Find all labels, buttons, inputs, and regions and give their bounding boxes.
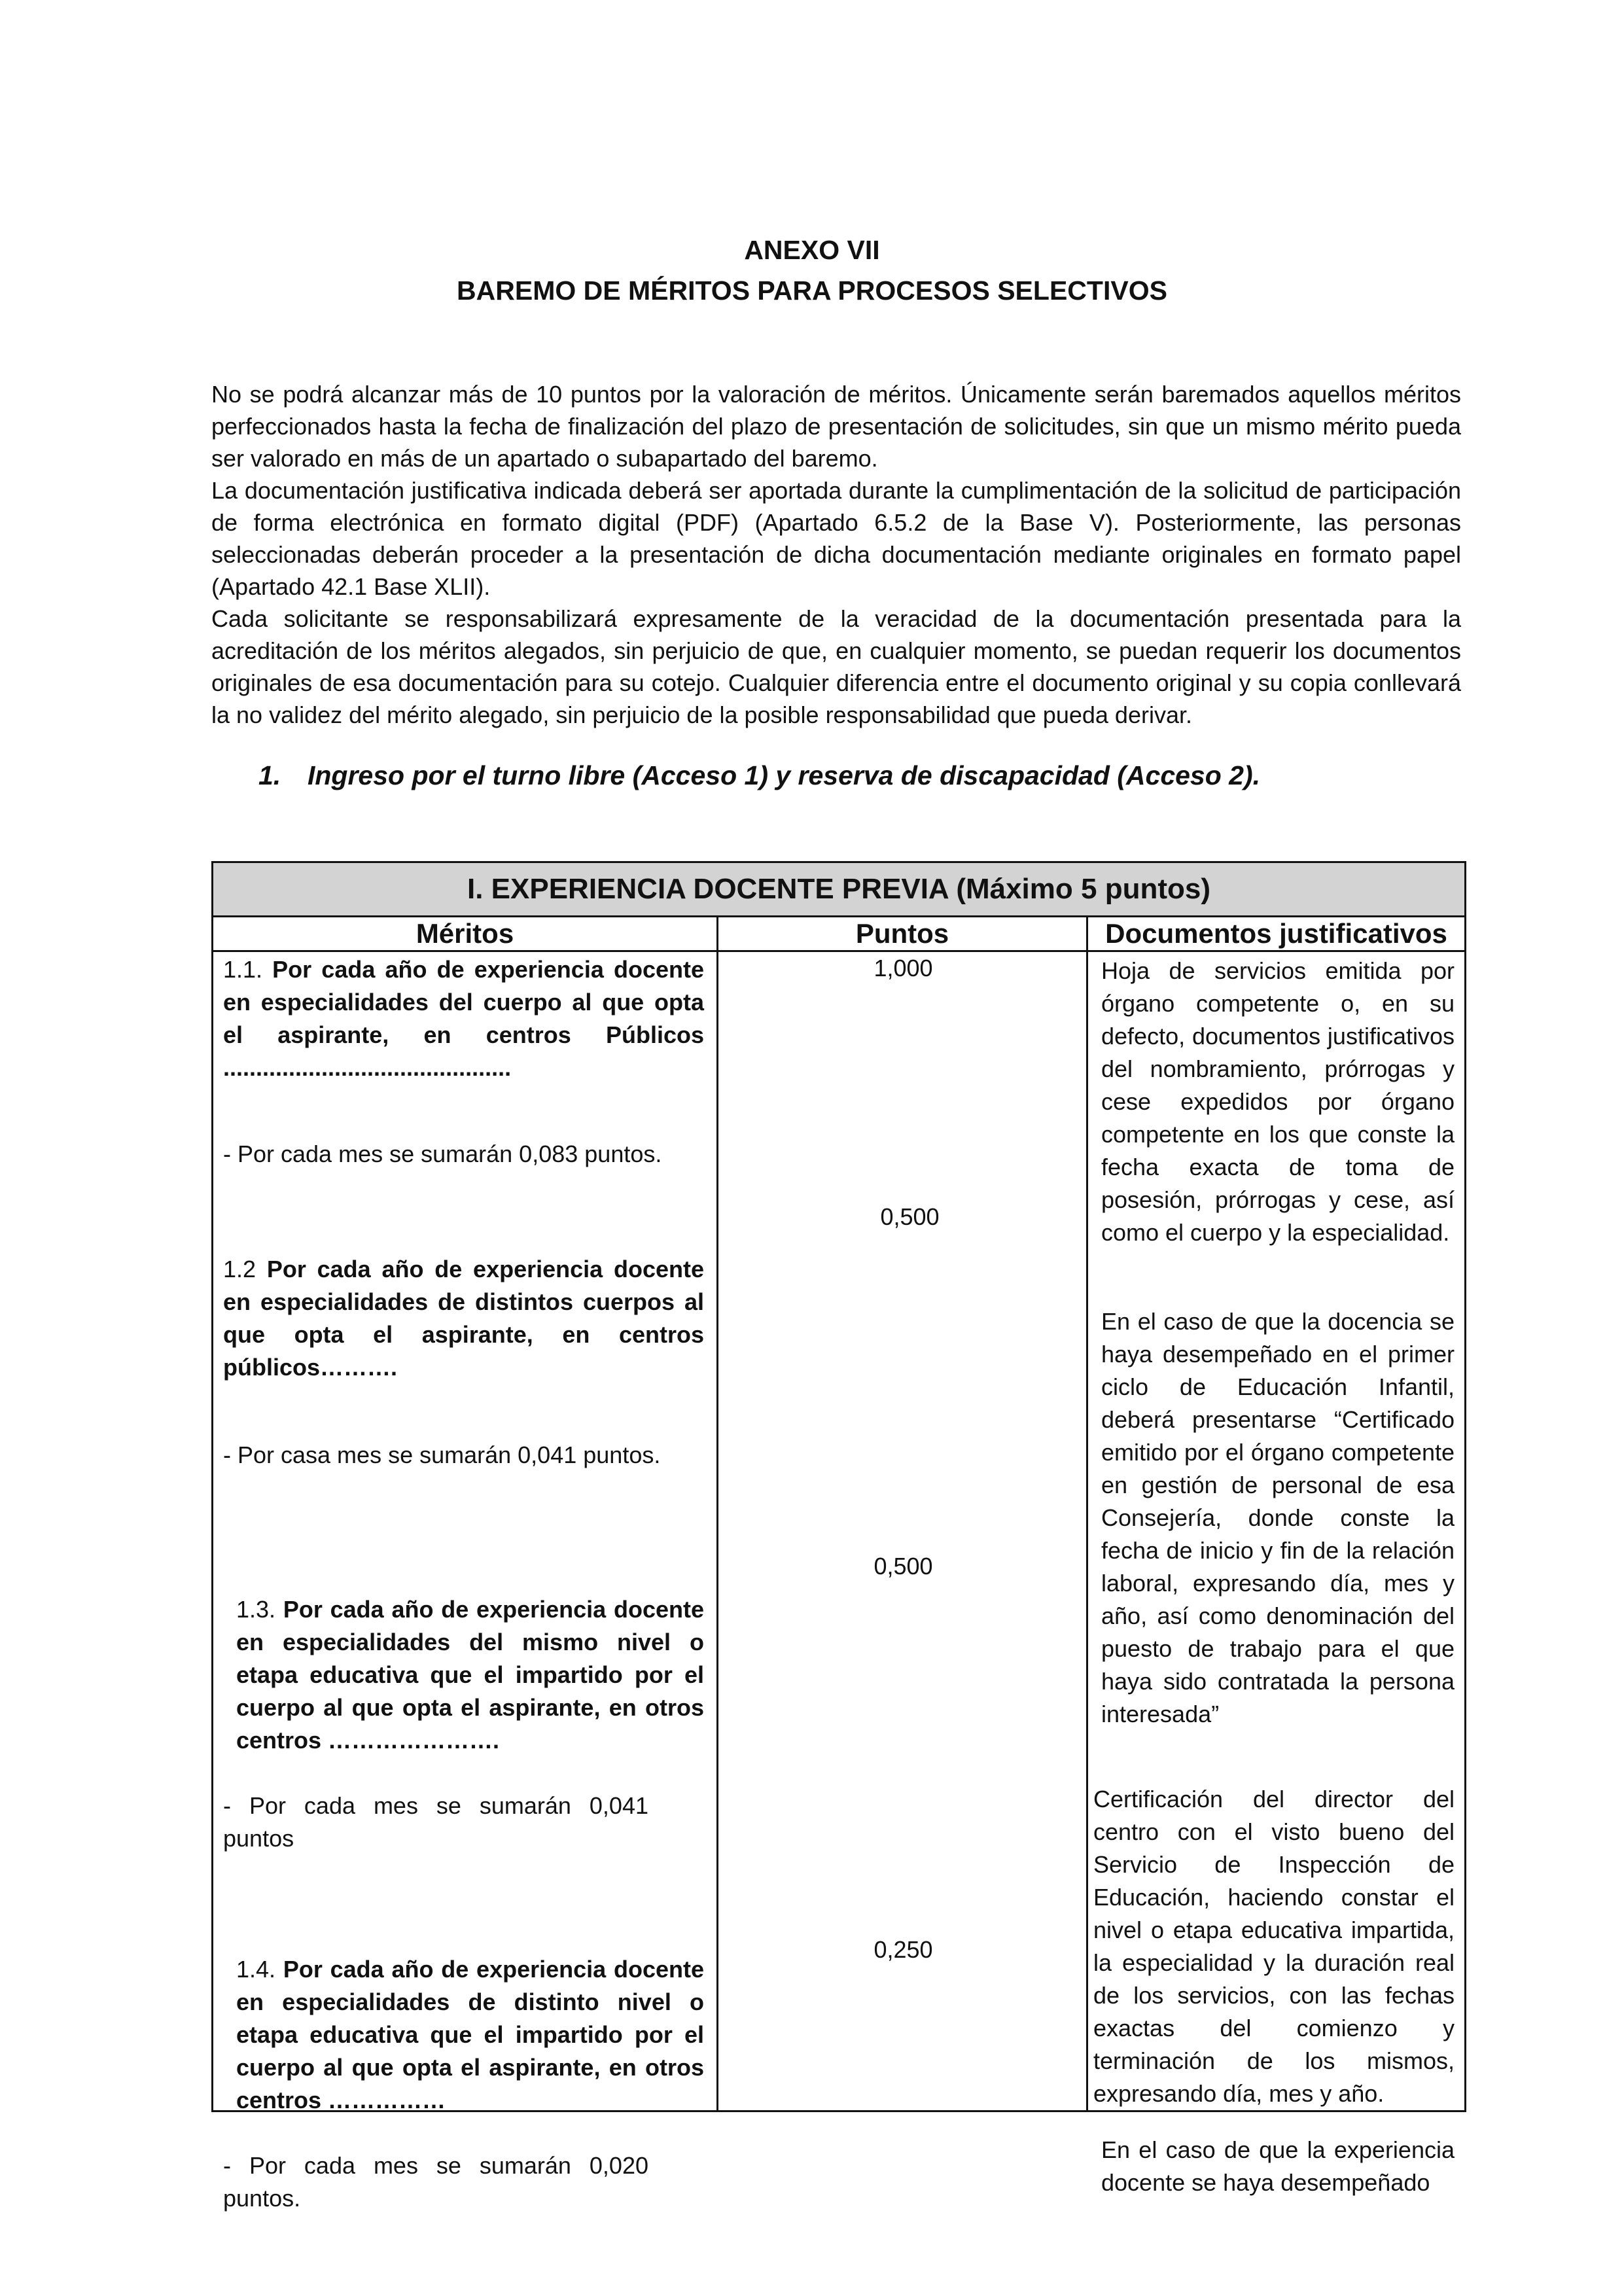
annex-title: ANEXO VII	[744, 235, 880, 265]
merit-note: - Por cada mes se sumarán 0,020 puntos.	[223, 2152, 648, 2212]
points-cell	[718, 951, 1087, 2111]
points-value: 0,250	[874, 1936, 933, 1963]
banner-max-points: (Máximo 5 puntos)	[956, 873, 1210, 905]
merit-item	[236, 1953, 704, 2117]
merit-note: - Por cada mes se sumarán 0,083 puntos.	[223, 1140, 662, 1167]
merit-item	[236, 1593, 704, 1757]
intro-paragraph: La documentación justificativa indicada deberá ser aportada durante la cumplimentación de la solicitud de participación de forma electrónica en formato digital (PDF) (Apartado 6.5.2 de la Base V). Posteriormente, las personas seleccionadas deberán proceder a la presentación de dicha documentación mediante originales en formato papel (Apartado 42.1 Base XLII).	[211, 477, 1461, 600]
document-requirement: En el caso de que la docencia se haya desempeñado en el primer ciclo de Educación Infantil, deberá presentarse “Certificado emitido por el órgano competente en gestión de personal de esa Consejería, donde conste la fecha de inicio y fin de la relación laboral, expresando día, mes y año, así como denominación del puesto de trabajo para el que haya sido contratada la persona interesada”	[1101, 1308, 1455, 1727]
table-banner	[213, 862, 1466, 917]
points-value: 0,500	[874, 1553, 933, 1580]
merits-cell	[213, 951, 718, 2212]
column-header-points: Puntos	[718, 917, 1087, 951]
merit-item	[223, 953, 704, 1084]
document-subtitle: BAREMO DE MÉRITOS PARA PROCESOS SELECTIVOS	[457, 275, 1167, 306]
section-heading	[258, 760, 1260, 791]
merit-title: Por cada año de experiencia docente en especialidades de distintos cuerpos al que opta el aspirante, en centros públicos……….	[223, 1256, 704, 1381]
merit-code: 1.3.	[236, 1596, 276, 1623]
section-number: 1.	[258, 760, 281, 790]
merit-note: - Por casa mes se sumarán 0,041 puntos.	[223, 1441, 661, 1468]
merit-code: 1.2	[223, 1256, 256, 1282]
merit-code: 1.1.	[223, 956, 263, 983]
document-requirement: Certificación del director del centro con el visto bueno del Servicio de Inspección de Educación, haciendo constar el nivel o etapa educativa impartida, la especialidad y la duración real de los servicios, con las fechas exactas del comienzo y terminación de los mismos, expresando día, mes y año.	[1093, 1786, 1455, 2107]
points-value: 0,500	[880, 1203, 940, 1230]
merits-table	[211, 861, 1466, 2212]
points-value: 1,000	[874, 955, 933, 981]
intro-text	[211, 378, 1461, 731]
merit-code: 1.4.	[236, 1956, 276, 1983]
intro-paragraph: No se podrá alcanzar más de 10 puntos por la valoración de méritos. Únicamente serán baremados aquellos méritos perfeccionados hasta la fecha de finalización del plazo de presentación de solicitudes, sin que un mismo mérito pueda ser valorado en más de un apartado o subapartado del baremo.	[211, 381, 1461, 472]
column-header-documents: Documentos justificativos	[1087, 917, 1466, 951]
document-requirement: Hoja de servicios emitida por órgano competente o, en su defecto, documentos justificativos del nombramiento, prórrogas y cese expedidos por órgano competente en los que conste la fecha exacta de toma de posesión, prórrogas y cese, así como el cuerpo y la especialidad.	[1101, 957, 1455, 1246]
section-title: Ingreso por el turno libre (Acceso 1) y reserva de discapacidad (Acceso 2).	[308, 760, 1261, 790]
document-requirement: En el caso de que la experiencia docente se haya desempeñado	[1101, 2136, 1455, 2196]
merit-item	[223, 1253, 704, 1384]
banner-title: I. EXPERIENCIA DOCENTE PREVIA	[467, 873, 949, 905]
merit-title: Por cada año de experiencia docente en especialidades del cuerpo al que opta el aspirante, en centros Públicos ............................................	[223, 956, 704, 1081]
merit-title: Por cada año de experiencia docente en especialidades del mismo nivel o etapa educativa que el impartido por el cuerpo al que opta el aspirante, en otros centros ………………….	[236, 1596, 704, 1754]
documents-cell	[1087, 951, 1466, 2196]
column-header-merits: Méritos	[213, 917, 718, 951]
merit-note: - Por cada mes se sumarán 0,041 puntos	[223, 1792, 648, 1852]
merit-title: Por cada año de experiencia docente en especialidades de distinto nivel o etapa educativa que el impartido por el cuerpo al que opta el aspirante, en otros centros ……………	[236, 1956, 704, 2113]
intro-paragraph: Cada solicitante se responsabilizará expresamente de la veracidad de la documentación presentada para la acreditación de los méritos alegados, sin perjuicio de que, en cualquier momento, se puedan requerir los documentos originales de esa documentación para su cotejo. Cualquier diferencia entre el documento original y su copia conllevará la no validez del mérito alegado, sin perjuicio de la posible responsabilidad que pueda derivar.	[211, 605, 1461, 728]
